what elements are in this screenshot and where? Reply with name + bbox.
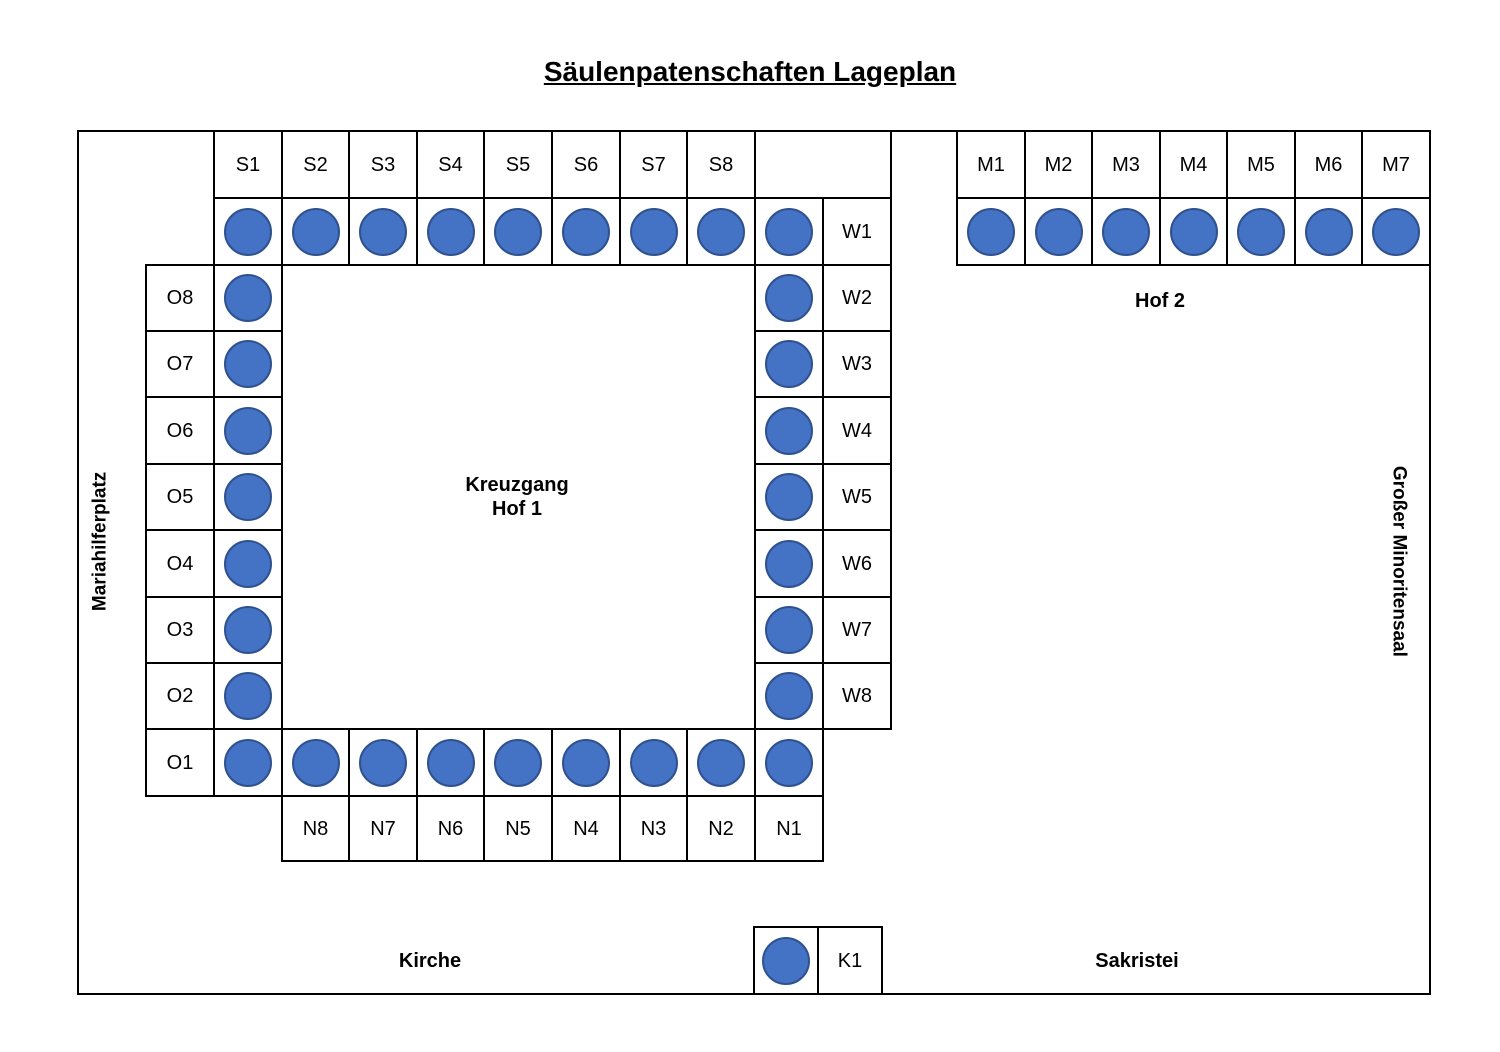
label-cell-m3 xyxy=(1091,130,1161,199)
pillar-circle-o5 xyxy=(224,473,272,521)
pillar-cell-o3 xyxy=(213,596,283,664)
area-label-hof1: Hof 1 xyxy=(492,498,542,520)
label-cell-o5 xyxy=(145,463,215,531)
label-cell-o4 xyxy=(145,529,215,598)
label-cell-s6 xyxy=(551,130,621,199)
pillar-circle-o4 xyxy=(224,540,272,588)
pillar-cell-m2 xyxy=(1024,197,1093,266)
pillar-label-s4: S4 xyxy=(438,153,463,176)
pillar-label-s6: S6 xyxy=(573,153,599,176)
pillar-label-o7: O7 xyxy=(166,353,194,375)
label-cell-s1 xyxy=(213,130,283,199)
pillar-circle-k1 xyxy=(762,937,810,985)
pillar-circle-o8 xyxy=(224,274,272,322)
pillar-circle-s2 xyxy=(292,208,340,256)
pillar-circle-n5 xyxy=(494,739,542,787)
pillar-circle-m7 xyxy=(1372,208,1420,256)
pillar-cell-w5 xyxy=(754,463,824,531)
area-label-hof2: Hof 2 xyxy=(1135,290,1185,312)
pillar-label-o6: O6 xyxy=(166,419,194,442)
pillar-label-w6: W6 xyxy=(842,552,872,575)
pillar-circle-s8 xyxy=(697,208,745,256)
pillar-circle-s3 xyxy=(359,208,407,256)
pillar-circle-o6 xyxy=(224,407,272,455)
pillar-cell-o7 xyxy=(213,330,283,398)
pillar-label-m7: M7 xyxy=(1382,153,1410,176)
pillar-cell-s3 xyxy=(348,197,418,266)
pillar-circle-s6 xyxy=(562,208,610,256)
area-label-kreuzgang-hof1 xyxy=(367,473,667,521)
pillar-label-m2: M2 xyxy=(1044,153,1073,176)
pillar-cell-s5 xyxy=(483,197,553,266)
label-cell-w1 xyxy=(822,197,892,266)
pillar-cell-o4 xyxy=(213,529,283,598)
pillar-label-w4: W4 xyxy=(842,419,872,442)
pillar-label-w1: W1 xyxy=(842,220,872,243)
pillar-cell-o6 xyxy=(213,396,283,465)
pillar-circle-s7 xyxy=(630,208,678,256)
pillar-cell-m7 xyxy=(1361,197,1431,266)
label-cell-k1 xyxy=(817,926,883,995)
pillar-cell-n2 xyxy=(686,728,756,797)
pillar-cell-o5 xyxy=(213,463,283,531)
pillar-circle-w8 xyxy=(765,672,813,720)
pillar-cell-m1 xyxy=(956,197,1026,266)
label-cell-o8 xyxy=(145,264,215,332)
label-cell-w7 xyxy=(822,596,892,664)
pillar-circle-o3 xyxy=(224,606,272,654)
pillar-label-w5: W5 xyxy=(842,486,872,508)
pillar-cell-s1 xyxy=(213,197,283,266)
pillar-cell-w8 xyxy=(754,662,824,730)
pillar-circle-n4 xyxy=(562,739,610,787)
pillar-circle-m1 xyxy=(967,208,1015,256)
pillar-label-o1: O1 xyxy=(166,751,194,774)
pillar-circle-w3 xyxy=(765,340,813,388)
label-cell-n4 xyxy=(551,795,621,862)
pillar-label-n1: N1 xyxy=(776,817,802,840)
area-label-kreuzgang: Kreuzgang xyxy=(465,474,569,496)
label-cell-w4 xyxy=(822,396,892,465)
pillar-cell-m3 xyxy=(1091,197,1161,266)
pillar-cell-w1 xyxy=(754,197,824,266)
label-cell-n6 xyxy=(416,795,485,862)
area-label-sakristei: Sakristei xyxy=(1095,950,1179,972)
area-label-mariahilferplatz: Mariahilferplatz xyxy=(89,471,111,612)
pillar-cell-s6 xyxy=(551,197,621,266)
pillar-circle-n8 xyxy=(292,739,340,787)
pillar-label-o3: O3 xyxy=(166,619,194,641)
pillar-circle-o2 xyxy=(224,672,272,720)
pillar-circle-n1 xyxy=(765,739,813,787)
label-cell-o6 xyxy=(145,396,215,465)
pillar-label-w7: W7 xyxy=(842,619,872,641)
label-cell-m4 xyxy=(1159,130,1228,199)
label-cell-w2 xyxy=(822,264,892,332)
pillar-circle-m4 xyxy=(1170,208,1218,256)
pillar-cell-o8 xyxy=(213,264,283,332)
pillar-cell-n1 xyxy=(754,728,824,797)
pillar-label-o8: O8 xyxy=(166,287,194,309)
pillar-label-k1: K1 xyxy=(837,949,863,972)
pillar-cell-s7 xyxy=(619,197,688,266)
pillar-label-s1: S1 xyxy=(235,153,261,176)
label-cell-m7 xyxy=(1361,130,1431,199)
pillar-circle-m6 xyxy=(1305,208,1353,256)
label-cell-s8 xyxy=(686,130,756,199)
pillar-cell-n7 xyxy=(348,728,418,797)
label-cell-m2 xyxy=(1024,130,1093,199)
pillar-circle-s1 xyxy=(224,208,272,256)
pillar-cell-w7 xyxy=(754,596,824,664)
label-cell-s4 xyxy=(416,130,485,199)
pillar-label-m5: M5 xyxy=(1247,153,1275,176)
pillar-label-n2: N2 xyxy=(708,817,734,840)
pillar-label-m3: M3 xyxy=(1112,153,1140,176)
pillar-cell-m6 xyxy=(1294,197,1363,266)
label-cell-w6 xyxy=(822,529,892,598)
pillar-label-n3: N3 xyxy=(640,817,667,840)
pillar-cell-s2 xyxy=(281,197,350,266)
label-cell-w3 xyxy=(822,330,892,398)
label-cell-w8 xyxy=(822,662,892,730)
pillar-cell-n5 xyxy=(483,728,553,797)
label-cell-w5 xyxy=(822,463,892,531)
pillar-circle-w4 xyxy=(765,407,813,455)
pillar-circle-w7 xyxy=(765,606,813,654)
label-cell-s7 xyxy=(619,130,688,199)
pillar-label-o2: O2 xyxy=(166,685,194,707)
pillar-circle-w1 xyxy=(765,208,813,256)
pillar-circle-o1 xyxy=(224,739,272,787)
pillar-label-w2: W2 xyxy=(842,287,872,309)
pillar-label-o4: O4 xyxy=(166,552,194,575)
pillar-cell-w6 xyxy=(754,529,824,598)
pillar-cell-n8 xyxy=(281,728,350,797)
pillar-circle-n3 xyxy=(630,739,678,787)
label-cell-o1 xyxy=(145,728,215,797)
area-label-grosser-minoritensaal: Großer Minoritensaal xyxy=(1388,465,1410,657)
pillar-circle-m5 xyxy=(1237,208,1285,256)
label-cell-m5 xyxy=(1226,130,1296,199)
label-cell-s2 xyxy=(281,130,350,199)
label-cell-o2 xyxy=(145,662,215,730)
label-cell-s5 xyxy=(483,130,553,199)
pillar-cell-s4 xyxy=(416,197,485,266)
pillar-label-n7: N7 xyxy=(370,817,396,840)
pillar-cell-n6 xyxy=(416,728,485,797)
label-cell-n3 xyxy=(619,795,688,862)
pillar-cell-m5 xyxy=(1226,197,1296,266)
pillar-label-n6: N6 xyxy=(437,817,464,840)
pillar-cell-w3 xyxy=(754,330,824,398)
pillar-cell-w2 xyxy=(754,264,824,332)
pillar-cell-s8 xyxy=(686,197,756,266)
pillar-cell-o1 xyxy=(213,728,283,797)
label-cell-o3 xyxy=(145,596,215,664)
pillar-label-o5: O5 xyxy=(166,486,194,508)
area-label-kirche: Kirche xyxy=(398,950,462,972)
pillar-circle-o7 xyxy=(224,340,272,388)
pillar-circle-w2 xyxy=(765,274,813,322)
pillar-label-n4: N4 xyxy=(573,817,599,840)
pillar-cell-k1 xyxy=(753,926,819,995)
empty-header-cell xyxy=(754,130,892,199)
label-cell-n5 xyxy=(483,795,553,862)
pillar-circle-n2 xyxy=(697,739,745,787)
pillar-circle-m2 xyxy=(1035,208,1083,256)
label-cell-m1 xyxy=(956,130,1026,199)
pillar-label-s3: S3 xyxy=(370,153,396,176)
pillar-circle-w6 xyxy=(765,540,813,588)
pillar-circle-n6 xyxy=(427,739,475,787)
label-cell-n8 xyxy=(281,795,350,862)
pillar-circle-m3 xyxy=(1102,208,1150,256)
pillar-cell-m4 xyxy=(1159,197,1228,266)
pillar-circle-s4 xyxy=(427,208,475,256)
page-title: Säulenpatenschaften Lageplan xyxy=(543,56,957,87)
pillar-label-s2: S2 xyxy=(303,153,328,176)
pillar-label-w3: W3 xyxy=(842,353,872,375)
pillar-label-s5: S5 xyxy=(505,153,531,176)
pillar-cell-n3 xyxy=(619,728,688,797)
pillar-label-s8: S8 xyxy=(708,153,734,176)
pillar-cell-n4 xyxy=(551,728,621,797)
pillar-cell-w4 xyxy=(754,396,824,465)
label-cell-m6 xyxy=(1294,130,1363,199)
pillar-circle-s5 xyxy=(494,208,542,256)
label-cell-n7 xyxy=(348,795,418,862)
label-cell-s3 xyxy=(348,130,418,199)
pillar-label-w8: W8 xyxy=(842,685,872,707)
pillar-cell-o2 xyxy=(213,662,283,730)
pillar-label-m4: M4 xyxy=(1179,153,1208,176)
pillar-label-s7: S7 xyxy=(641,153,666,176)
pillar-label-n8: N8 xyxy=(302,817,329,840)
label-cell-o7 xyxy=(145,330,215,398)
label-cell-n1 xyxy=(754,795,824,862)
pillar-circle-w5 xyxy=(765,473,813,521)
pillar-label-m1: M1 xyxy=(977,153,1005,176)
label-cell-n2 xyxy=(686,795,756,862)
pillar-label-n5: N5 xyxy=(505,817,531,840)
pillar-circle-n7 xyxy=(359,739,407,787)
pillar-label-m6: M6 xyxy=(1314,153,1343,176)
